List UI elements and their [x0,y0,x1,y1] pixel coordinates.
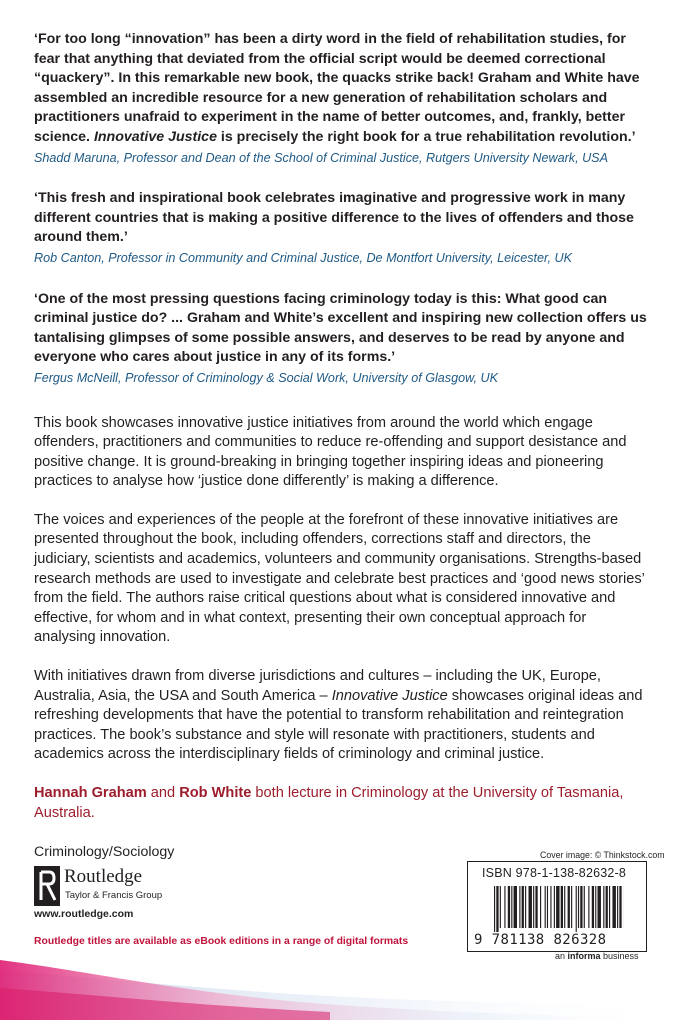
endorsement-attribution: Fergus McNeill, Professor of Criminology & Social Work, University of Glasgow, UK [34,370,499,385]
barcode-number: 9 781138 826328 [474,932,607,948]
cover-image-credit: Cover image: © Thinkstock.com [540,850,665,860]
description-paragraph-1: This book showcases innovative justice initiatives from around the world which engage offenders, practitioners and communities to reduce re-offending and support desistance and positive change. It is ground-breaking in bringing together inspiring ideas and pioneering practices to analyse how ‘justice done differently’ is making a difference. [34,414,627,490]
back-cover-content [34,30,648,862]
endorsement-2 [34,189,648,267]
endorsement-quote: ‘One of the most pressing questions facing criminology today is this: What good can criminal justice do? ... Graham and White’s excellent and inspiring new collection offers us tantalising glimpses of some possible answers, and deserves to be read by anyone and everyone who cares about justice in any of its forms.’ [34,290,647,366]
description-paragraph-2: The voices and experiences of the people at the forefront of these innovative initiatives are presented throughout the book, including offenders, corrections staff and directors, the judiciary, scientists and academics, volunteers and community organisations. Strengths-based research methods are used to investigate and celebrate best practices and ‘good news stories’ from the field. The authors raise critical questions about what is considered innovative and effective, for whom and in what context, presenting their own conceptual approach for analysing innovation. [34,511,645,646]
description-paragraph-3: With initiatives drawn from diverse jurisdictions and cultures – including the UK, Europe, Australia, Asia, the USA and South America – Innovative Justice showcases original ideas and refreshing developments that have the potential to transform rehabilitation and reintegration practices. The book’s substance and style will resonate with practitioners, students and academics across the interdisciplinary fields of criminology and criminal justice. [34,668,643,763]
subject-category: Criminology/Sociology [34,844,175,861]
publisher-tagline: Taylor & Francis Group [65,890,163,901]
decorative-wave [0,940,680,1020]
endorsement-attribution: Rob Canton, Professor in Community and Criminal Justice, De Montfort University, Leicester, UK [34,250,573,265]
publisher-name: Routledge [64,866,143,887]
routledge-logo-icon [34,866,60,906]
publisher-website[interactable]: www.routledge.com [34,908,134,920]
book-title-inline: Innovative Justice [93,128,217,145]
isbn-barcode-box [467,861,647,952]
author-name-2: Rob White [179,785,252,801]
informa-business-note: an informa business [555,951,639,961]
endorsement-1 [34,30,648,167]
isbn-text: ISBN 978-1-138-82632-8 [482,866,627,880]
book-title-inline: Innovative Justice [331,687,448,704]
author-name-1: Hannah Graham [34,785,147,801]
author-bio: Hannah Graham and Rob White both lecture in Criminology at the University of Tasmania, Australia. [34,785,624,821]
barcode-icon [494,886,624,932]
endorsement-3 [34,290,648,388]
endorsement-quote: ‘This fresh and inspirational book celebrates imaginative and progressive work in many different countries that is making a positive difference to the lives of offenders and those around them.’ [34,190,634,246]
endorsement-quote: ‘For too long “innovation” has been a dirty word in the field of rehabilitation studies, for fear that anything that deviated from the official script would be deemed correctional “quackery”. In this remarkable new book, the quacks strike back! Graham and White have assembled an incredible resource for a new generation of rehabilitation scholars and practitioners unafraid to experiment in the name of better outcomes, and, frankly, better science. Innovative Justice is precisely the right book for a true rehabilitation revolution.’ [34,31,640,145]
endorsement-attribution: Shadd Maruna, Professor and Dean of the School of Criminal Justice, Rutgers University Newark, USA [34,150,608,165]
ebook-note: Routledge titles are available as eBook editions in a range of digital formats [34,936,409,947]
